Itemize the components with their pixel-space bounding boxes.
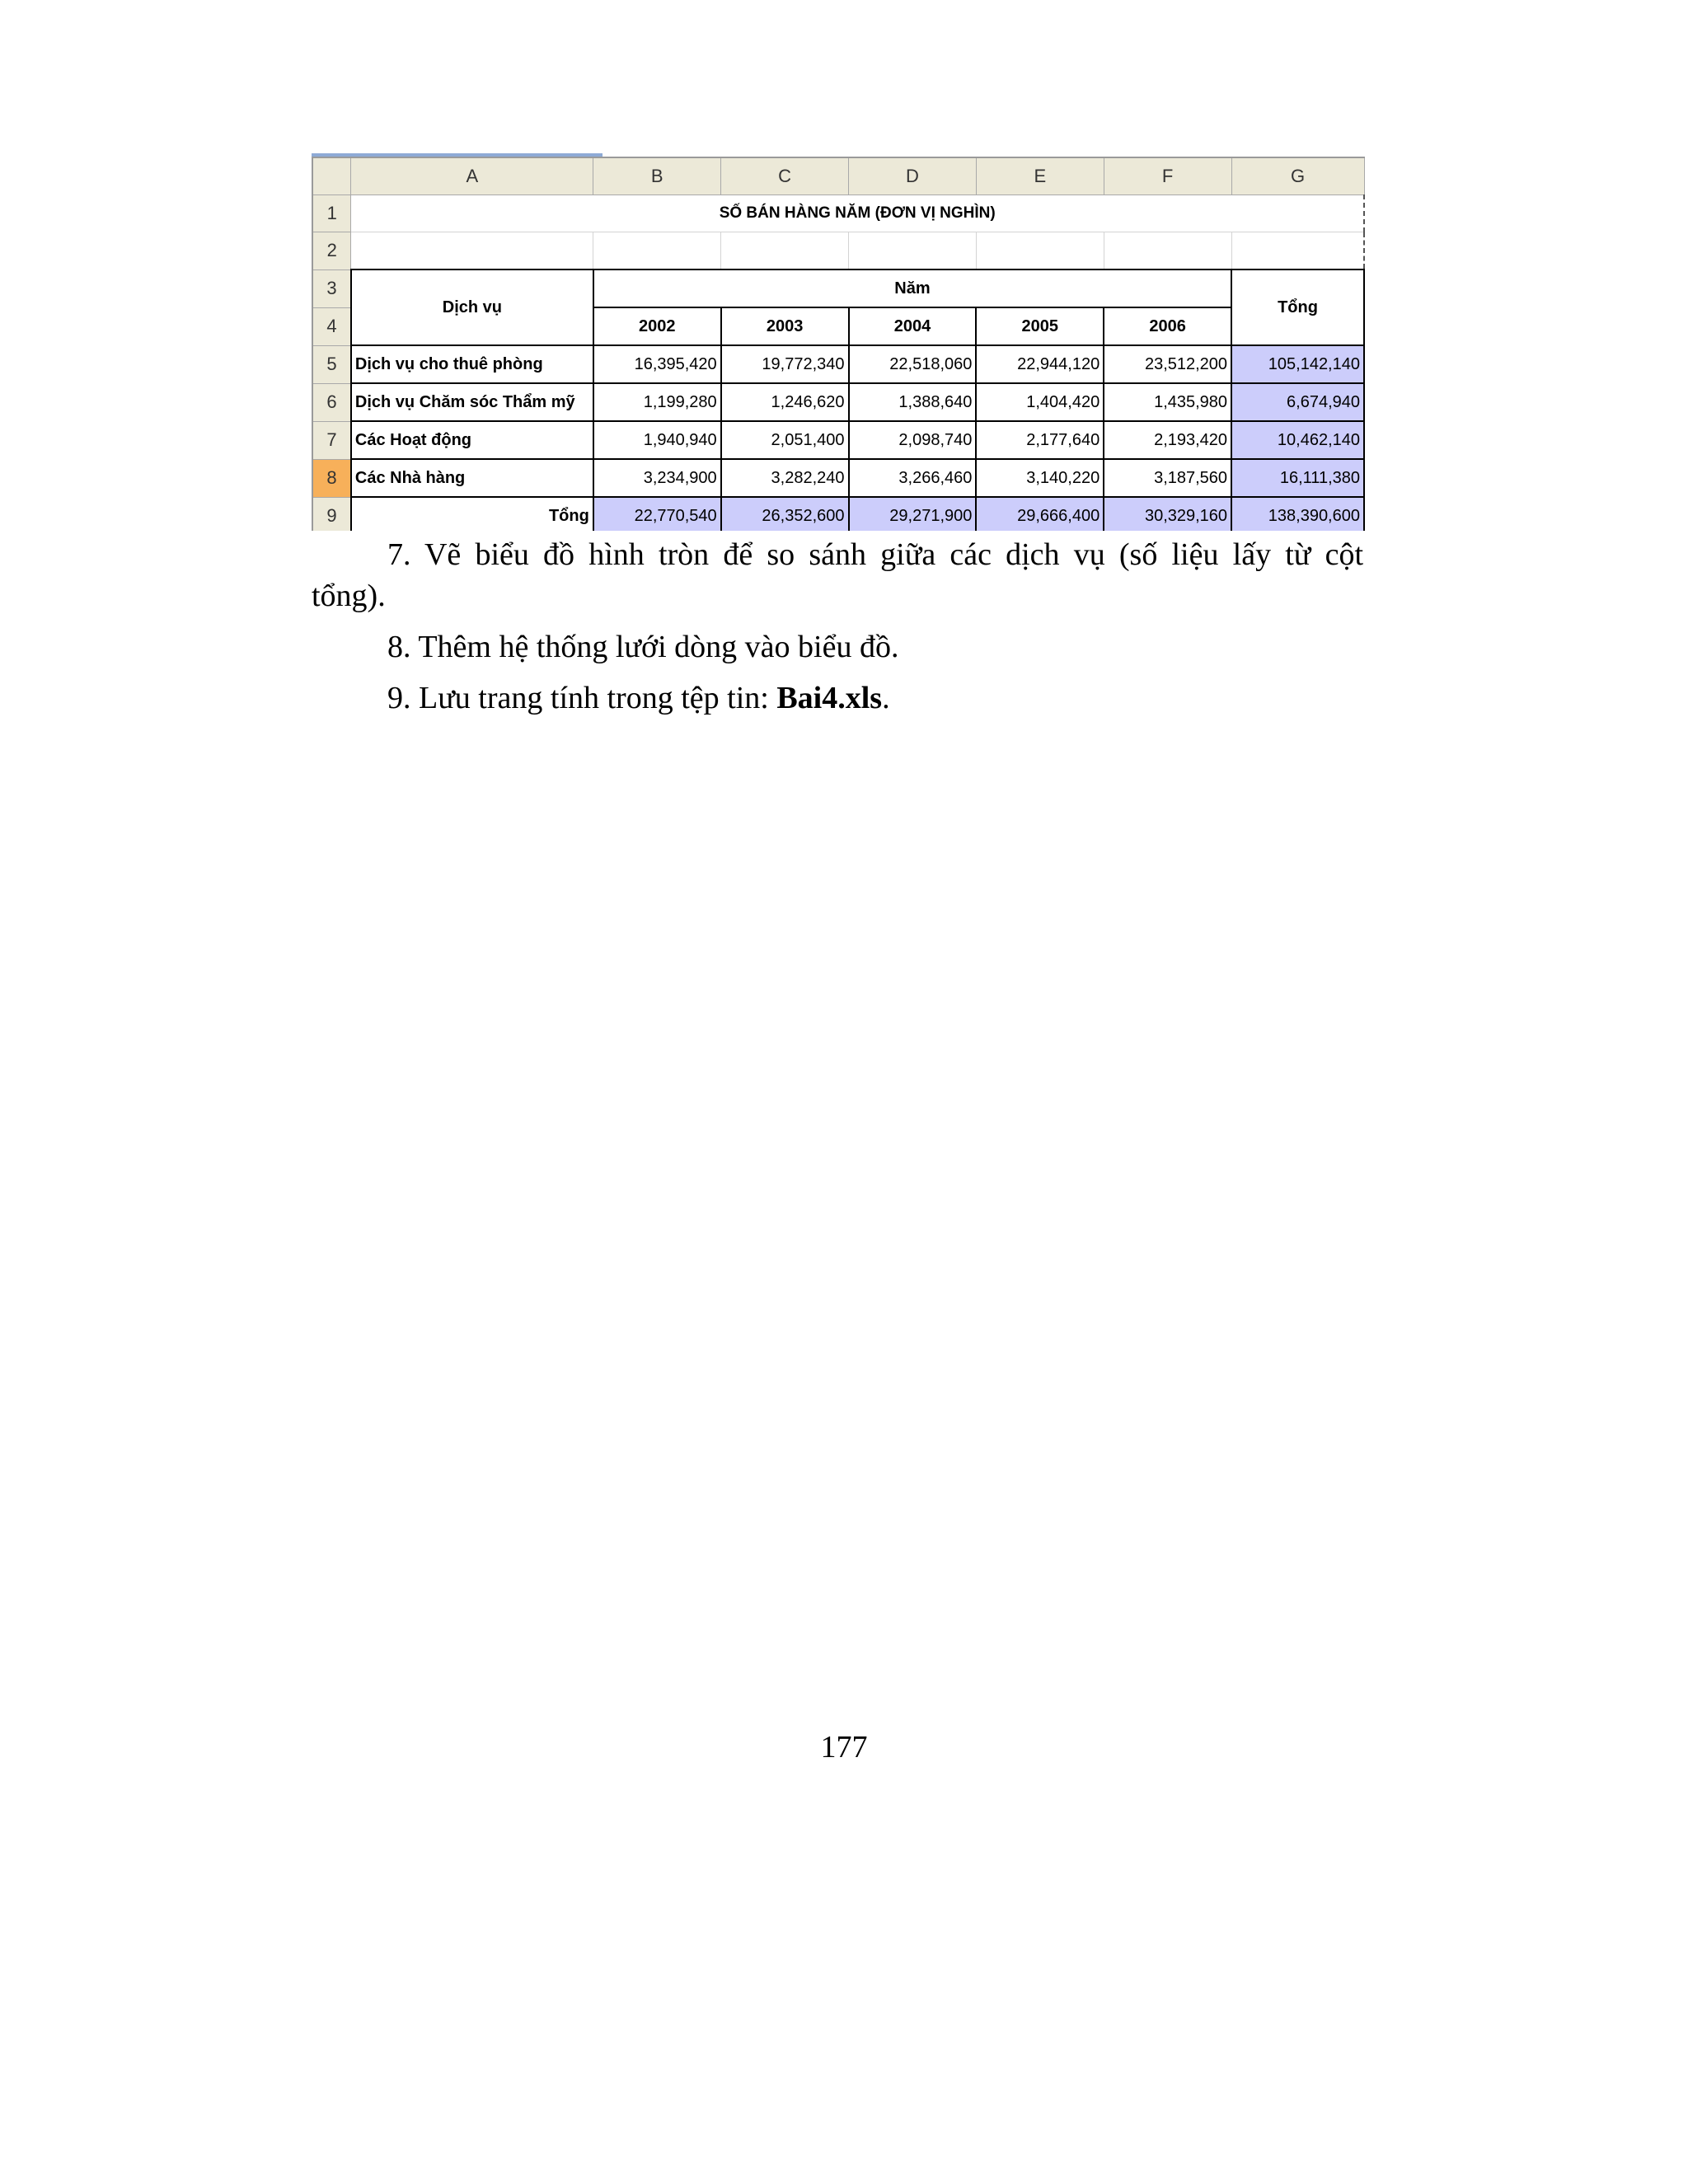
row-total-cell[interactable]: 6,674,940 — [1231, 383, 1364, 421]
service-label-cell[interactable]: Các Nhà hàng — [351, 459, 593, 497]
cell-d2[interactable] — [849, 232, 977, 270]
value-cell[interactable]: 2,177,640 — [976, 421, 1104, 459]
value-cell[interactable]: 1,388,640 — [849, 383, 977, 421]
value-cell[interactable]: 1,246,620 — [721, 383, 849, 421]
sheet-row-7 — [313, 421, 1364, 459]
total-row-label-cell[interactable]: Tổng — [351, 497, 593, 531]
value-cell[interactable]: 3,282,240 — [721, 459, 849, 497]
page-number: 177 — [820, 1730, 868, 1765]
value-cell[interactable]: 19,772,340 — [721, 345, 849, 383]
row-total-cell[interactable]: 16,111,380 — [1231, 459, 1364, 497]
row-header-4[interactable]: 4 — [313, 307, 351, 345]
value-cell[interactable]: 1,435,980 — [1104, 383, 1231, 421]
sheet-row-6 — [313, 383, 1364, 421]
sheet-row-2 — [313, 232, 1364, 270]
row-header-8-selected[interactable]: 8 — [313, 459, 351, 497]
value-cell[interactable]: 16,395,420 — [593, 345, 721, 383]
year-cell-2005[interactable]: 2005 — [976, 307, 1104, 345]
exercise-item-9-text: 9. Lưu trang tính trong tệp tin: — [387, 681, 777, 715]
column-header-row — [313, 158, 1364, 195]
column-header-e[interactable]: E — [976, 158, 1104, 195]
sheet-row-5 — [313, 345, 1364, 383]
spreadsheet-screenshot — [312, 157, 1365, 531]
row-total-cell[interactable]: 10,462,140 — [1231, 421, 1364, 459]
row-header-5[interactable]: 5 — [313, 345, 351, 383]
value-cell[interactable]: 1,940,940 — [593, 421, 721, 459]
year-cell-2006[interactable]: 2006 — [1104, 307, 1231, 345]
column-total-cell[interactable]: 30,329,160 — [1104, 497, 1231, 531]
spreadsheet-grid — [313, 158, 1365, 531]
column-header-c[interactable]: C — [721, 158, 849, 195]
row-header-2[interactable]: 2 — [313, 232, 351, 270]
cell-e2[interactable] — [976, 232, 1104, 270]
value-cell[interactable]: 2,051,400 — [721, 421, 849, 459]
value-cell[interactable]: 1,404,420 — [976, 383, 1104, 421]
year-cell-2002[interactable]: 2002 — [593, 307, 721, 345]
cell-f2[interactable] — [1104, 232, 1231, 270]
select-all-corner[interactable] — [313, 158, 351, 195]
exercise-item-8: 8. Thêm hệ thống lưới dòng vào biểu đồ. — [387, 630, 899, 664]
total-header-cell[interactable]: Tổng — [1231, 269, 1364, 345]
year-cell-2003[interactable]: 2003 — [721, 307, 849, 345]
row-header-6[interactable]: 6 — [313, 383, 351, 421]
grand-total-cell[interactable]: 138,390,600 — [1231, 497, 1364, 531]
row-header-1[interactable]: 1 — [313, 195, 351, 232]
sheet-title-cell[interactable]: SỐ BÁN HÀNG NĂM (ĐƠN VỊ NGHÌN) — [351, 195, 1364, 232]
value-cell[interactable]: 3,234,900 — [593, 459, 721, 497]
column-header-d[interactable]: D — [849, 158, 977, 195]
column-total-cell[interactable]: 29,271,900 — [849, 497, 977, 531]
sheet-row-1 — [313, 195, 1364, 232]
cell-a2[interactable] — [351, 232, 593, 270]
cell-c2[interactable] — [721, 232, 849, 270]
year-cell-2004[interactable]: 2004 — [849, 307, 977, 345]
sheet-row-9 — [313, 497, 1364, 531]
exercise-item-7-continuation: tổng). — [312, 579, 386, 613]
column-header-f[interactable]: F — [1104, 158, 1231, 195]
value-cell[interactable]: 3,187,560 — [1104, 459, 1231, 497]
sheet-row-8 — [313, 459, 1364, 497]
value-cell[interactable]: 2,098,740 — [849, 421, 977, 459]
year-group-header-cell[interactable]: Năm — [593, 269, 1231, 307]
row-header-3[interactable]: 3 — [313, 269, 351, 307]
service-label-cell[interactable]: Các Hoạt động — [351, 421, 593, 459]
value-cell[interactable]: 1,199,280 — [593, 383, 721, 421]
sheet-row-3 — [313, 269, 1364, 307]
value-cell[interactable]: 2,193,420 — [1104, 421, 1231, 459]
service-header-cell[interactable]: Dịch vụ — [351, 269, 593, 345]
exercise-item-7: 7. Vẽ biểu đồ hình tròn để so sánh giữa các dịch vụ (số liệu lấy từ cột — [387, 537, 1363, 572]
value-cell[interactable]: 3,140,220 — [976, 459, 1104, 497]
exercise-item-9-filename: Bai4.xls — [776, 681, 883, 715]
column-total-cell[interactable]: 22,770,540 — [593, 497, 721, 531]
value-cell[interactable]: 22,518,060 — [849, 345, 977, 383]
service-label-cell[interactable]: Dịch vụ Chăm sóc Thẩm mỹ — [351, 383, 593, 421]
exercise-item-9-period: . — [882, 681, 890, 715]
value-cell[interactable]: 22,944,120 — [976, 345, 1104, 383]
column-header-b[interactable]: B — [593, 158, 721, 195]
value-cell[interactable]: 3,266,460 — [849, 459, 977, 497]
row-total-cell[interactable]: 105,142,140 — [1231, 345, 1364, 383]
row-header-7[interactable]: 7 — [313, 421, 351, 459]
value-cell[interactable]: 23,512,200 — [1104, 345, 1231, 383]
column-header-a[interactable]: A — [351, 158, 593, 195]
row-header-9[interactable]: 9 — [313, 497, 351, 531]
column-total-cell[interactable]: 26,352,600 — [721, 497, 849, 531]
column-total-cell[interactable]: 29,666,400 — [976, 497, 1104, 531]
column-header-g[interactable]: G — [1231, 158, 1364, 195]
cell-b2[interactable] — [593, 232, 721, 270]
exercise-item-9 — [387, 677, 890, 719]
cell-g2[interactable] — [1231, 232, 1364, 270]
service-label-cell[interactable]: Dịch vụ cho thuê phòng — [351, 345, 593, 383]
